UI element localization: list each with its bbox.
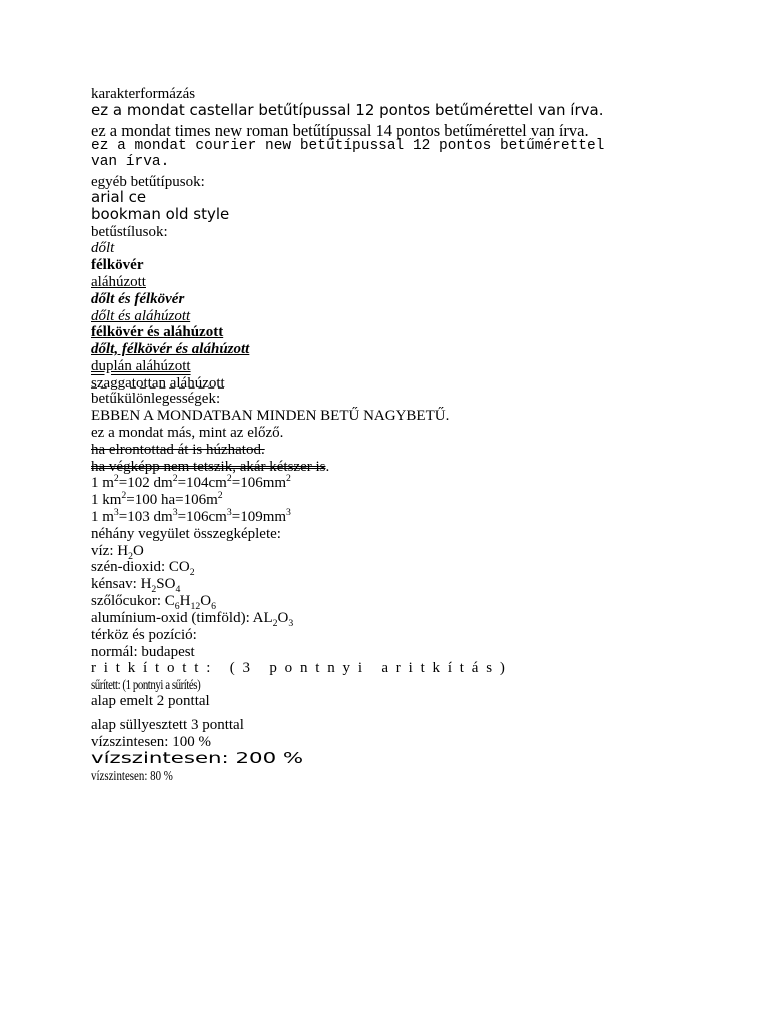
area-line-2 bbox=[91, 490, 223, 508]
area1-a: 1 m bbox=[91, 475, 114, 491]
area1-sup-1: 2 bbox=[113, 473, 119, 484]
double-strike-sample: ha végképp nem tetszik, akár kétszer is bbox=[91, 459, 326, 475]
sugar-sub-2: 12 bbox=[190, 601, 201, 612]
courier-line-1: ez a mondat courier new betűtípussal 12 pontos betűmérettel bbox=[91, 138, 605, 154]
strike-sample: ha elrontottad át is húzhatod. bbox=[91, 442, 265, 458]
dashed-underline-sample: szaggatottan aláhúzott bbox=[91, 375, 225, 391]
vol-e: =106cm bbox=[177, 509, 227, 525]
normal-sample: normál: budapest bbox=[91, 644, 195, 660]
scale200-sample: vízszintesen: 200 % bbox=[91, 749, 304, 767]
alumina-label: alumínium-oxid (timföld): AL bbox=[91, 610, 273, 626]
h2so4-sub-2: 4 bbox=[175, 584, 181, 595]
bold-underline-sample: félkövér és aláhúzott bbox=[91, 324, 224, 340]
area1-g: =106mm bbox=[231, 475, 287, 491]
volume-line bbox=[91, 507, 291, 525]
vol-sup-3: 3 bbox=[226, 507, 232, 518]
water-sub: 2 bbox=[128, 551, 133, 562]
italic-underline-sample: dőlt és aláhúzott bbox=[91, 308, 191, 324]
scale80-wrap bbox=[91, 769, 196, 784]
water-label: víz: H bbox=[91, 543, 129, 559]
sugar-h: H bbox=[179, 593, 191, 609]
h2so4-label: kénsav: H bbox=[91, 576, 152, 592]
double-underline-sample: duplán aláhúzott bbox=[91, 358, 191, 374]
compounds-label: néhány vegyület összegképlete: bbox=[91, 526, 281, 542]
italic-sample: dőlt bbox=[91, 240, 115, 256]
italic-bold-underline-sample: dőlt, félkövér és aláhúzott bbox=[91, 341, 250, 357]
area1-e: =104cm bbox=[177, 475, 227, 491]
co2-sub: 2 bbox=[189, 567, 195, 578]
bold-sample: félkövér bbox=[91, 257, 144, 273]
sugar-sub-3: 6 bbox=[211, 601, 216, 612]
area2-c: =100 ha=106m bbox=[126, 492, 218, 508]
h2so4-mid: SO bbox=[156, 576, 176, 592]
uppercase-sample: EBBEN A MONDATBAN MINDEN BETŰ NAGYBETŰ. bbox=[91, 408, 450, 424]
different-sample: ez a mondat más, mint az előző. bbox=[91, 425, 284, 441]
styles-label: betűstílusok: bbox=[91, 224, 168, 240]
alumina-o: O bbox=[277, 610, 289, 626]
area1-c: =102 dm bbox=[118, 475, 173, 491]
sugar-o: O bbox=[200, 593, 212, 609]
alumina-formula bbox=[91, 610, 294, 629]
condensed-sample: sűrített: (1 pontnyi a sűrítés) bbox=[91, 678, 201, 693]
raised-sample: alap emelt 2 ponttal bbox=[91, 693, 210, 709]
alumina-sub-1: 2 bbox=[272, 618, 278, 629]
area2-sup-2: 2 bbox=[217, 490, 223, 501]
courier-line-2: van írva. bbox=[91, 154, 170, 170]
castellar-line: ez a mondat castellar betűtípussal 12 pontos betűmérettel van írva. bbox=[91, 101, 604, 119]
bookman-line: bookman old style bbox=[91, 205, 230, 223]
vol-a: 1 m bbox=[91, 509, 114, 525]
sugar-sub-1: 6 bbox=[174, 601, 180, 612]
arial-line: arial ce bbox=[91, 188, 147, 206]
vol-c: =103 dm bbox=[118, 509, 173, 525]
vol-sup-1: 3 bbox=[113, 507, 119, 518]
other-fonts-label: egyéb betűtípusok: bbox=[91, 174, 205, 190]
glucose-formula bbox=[91, 593, 216, 612]
area1-sup-3: 2 bbox=[226, 473, 232, 484]
area-line-1 bbox=[91, 473, 291, 491]
times-line: ez a mondat times new roman betűtípussal 14 pontos betűmérettel van írva. bbox=[91, 121, 589, 140]
h2so4-formula bbox=[91, 576, 181, 595]
vol-g: =109mm bbox=[231, 509, 287, 525]
italic-bold-sample: dőlt és félkövér bbox=[91, 291, 185, 307]
co2-label: szén-dioxid: CO bbox=[91, 559, 190, 575]
spacing-label: térköz és pozíció: bbox=[91, 627, 197, 643]
scale80-sample: vízszintesen: 80 % bbox=[91, 769, 173, 784]
expanded-sample: ritkított: (3 pontnyi aritkítás) bbox=[91, 660, 513, 676]
specials-label: betűkülönlegességek: bbox=[91, 391, 221, 407]
h2so4-sub-1: 2 bbox=[151, 584, 157, 595]
area1-sup-2: 2 bbox=[172, 473, 178, 484]
vol-sup-2: 3 bbox=[172, 507, 178, 518]
water-formula bbox=[91, 543, 144, 562]
co2-formula bbox=[91, 559, 195, 578]
area1-sup-4: 2 bbox=[286, 473, 291, 484]
area2-sup-1: 2 bbox=[121, 490, 127, 501]
condensed-wrap bbox=[91, 678, 231, 693]
lowered-sample: alap süllyesztett 3 ponttal bbox=[91, 717, 244, 733]
heading: karakterformázás bbox=[91, 86, 196, 102]
double-strike-line bbox=[91, 460, 329, 475]
double-strike-end: . bbox=[325, 459, 330, 475]
scale100-sample: vízszintesen: 100 % bbox=[91, 734, 211, 750]
vol-sup-4: 3 bbox=[286, 507, 291, 518]
sugar-label: szőlőcukor: C bbox=[91, 593, 175, 609]
scale200-wrap bbox=[91, 749, 304, 767]
alumina-sub-2: 3 bbox=[288, 618, 294, 629]
water-rest: O bbox=[132, 543, 144, 559]
underline-sample: aláhúzott bbox=[91, 274, 146, 290]
area2-a: 1 km bbox=[91, 492, 122, 508]
